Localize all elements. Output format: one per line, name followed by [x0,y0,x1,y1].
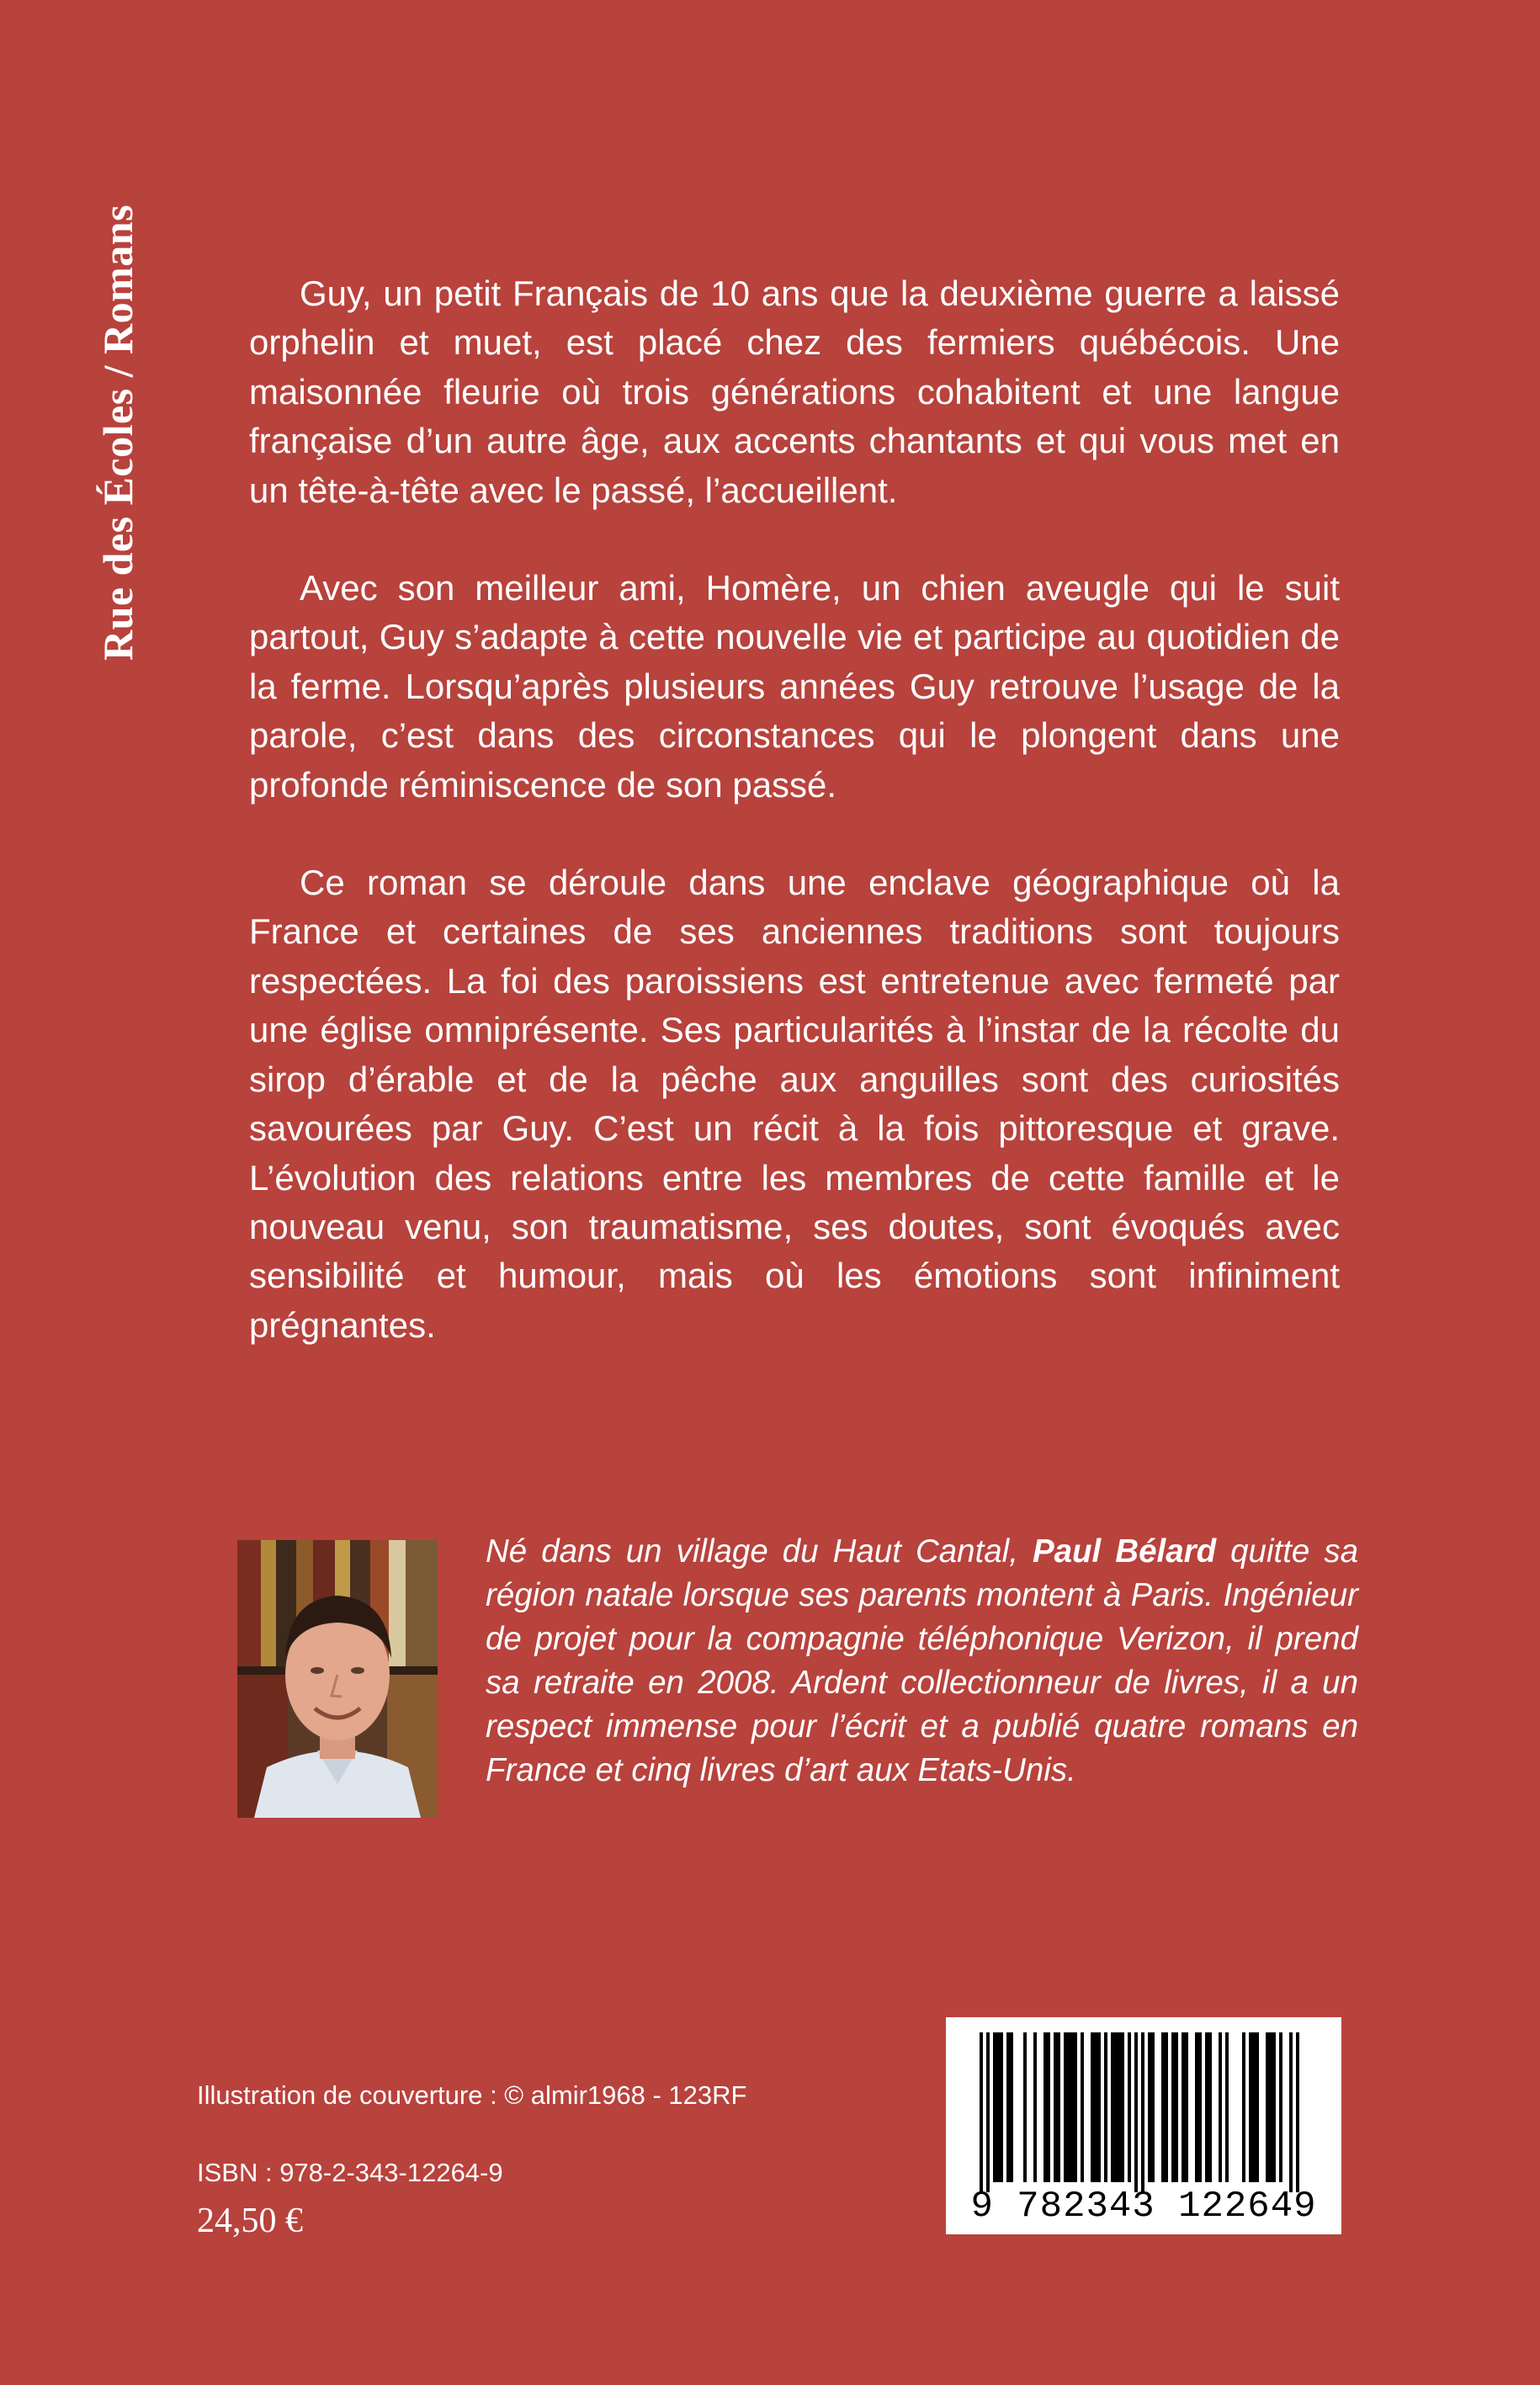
barcode-digits: 9 782343 122649 [970,2186,1317,2228]
barcode-bar [1151,2032,1155,2182]
series-title: Rue des Écoles / Romans [94,204,141,661]
barcode-bar [1121,2032,1124,2182]
barcode-bar [1064,2032,1067,2182]
barcode-bar [1175,2032,1178,2182]
barcode-bar [1272,2032,1276,2182]
barcode-bar [1198,2032,1202,2182]
illustration-credit: Illustration de couverture : © almir1968 - 123RF [197,2080,747,2110]
isbn: ISBN : 978-2-343-12264-9 [197,2158,503,2187]
barcode-bar [986,2032,990,2192]
barcode-bar [1114,2032,1118,2182]
barcode-bar [1208,2032,1212,2182]
bio-rest: quitte sa région natale lorsque ses parents montent à Paris. Ingénieur de projet pour la compagnie téléphonique Verizon, il prend sa retraite en 2008. Ardent collectionneur de livres, il a un respect immense pour l’écrit et a publié quatre romans en France et cinq livres d’art aux Etats-Unis. [486,1533,1358,1788]
barcode-bar [1067,2032,1070,2182]
barcode-bar [1269,2032,1272,2182]
author-section [237,1533,1358,1818]
barcode-bar [1023,2032,1027,2182]
barcode-bar [1057,2032,1060,2182]
book-summary [249,269,1340,1399]
barcode-bar [1054,2032,1057,2182]
author-photo [237,1540,438,1818]
barcode-bar [980,2032,983,2192]
barcode-bar [993,2032,996,2182]
author-name: Paul Bélard [1032,1533,1217,1570]
summary-paragraph-3: Ce roman se déroule dans une enclave géographique où la France et certaines de ses anciennes traditions sont toujours respectées. La foi des paroissiens est entretenue avec fermeté par une église omniprésente. Ses particularités à l’instar de la récolte du sirop d’érable et de la pêche aux anguilles sont des curiosités savourées par Guy. C’est un récit à la fois pittoresque et grave. L’évolution des relations entre les membres de cette famille et le nouveau venu, son traumatisme, ses doutes, sont évoqués avec sensibilité et humour, mais où les émotions sont infiniment prégnantes. [249,863,1340,1345]
barcode-bar [1225,2032,1229,2182]
bio-intro: Né dans un village du Haut Cantal, [486,1533,1033,1570]
barcode-bar [1134,2032,1138,2192]
barcode-bar [1010,2032,1013,2182]
barcode-bar [1111,2032,1114,2182]
barcode-bar [1000,2032,1003,2182]
barcode-bar [1094,2032,1097,2182]
barcode-bar [1074,2032,1077,2182]
barcode-bar [1118,2032,1121,2182]
barcode-bar [1171,2032,1175,2182]
summary-paragraph-2: Avec son meilleur ami, Homère, un chien aveugle qui le suit partout, Guy s’adapte à cette nouvelle vie et participe au quotidien de la ferme. Lorsqu’après plusieurs années Guy retrouve l’usage de la parole, c’est dans des circonstances qui le plongent dans une profonde réminiscence de son passé. [249,568,1340,805]
barcode-bar [1148,2032,1151,2182]
barcode-bar [1165,2032,1168,2182]
barcode-bar [1182,2032,1185,2182]
barcode-bar [1033,2032,1037,2182]
barcode-bar [1141,2032,1144,2192]
barcode-bar [1219,2032,1222,2182]
summary-paragraph-1: Guy, un petit Français de 10 ans que la deuxième guerre a laissé orphelin et muet, est placé chez des fermiers québécois. Une maisonnée fleurie où trois générations cohabitent et une langue française d’un autre âge, aux accents chantants et qui vous met en un tête-à-tête avec le passé, l’accueillent. [249,274,1340,510]
barcode-bar [1070,2032,1074,2182]
barcode-bar [996,2032,1000,2182]
barcode-bar [1195,2032,1198,2182]
barcode-bar [1279,2032,1282,2182]
barcode-bar [1081,2032,1084,2182]
barcode-bar [1289,2032,1293,2192]
barcode-bar [1252,2032,1256,2182]
barcode-bar [1256,2032,1259,2182]
barcode [946,2017,1341,2234]
barcode-bar [1043,2032,1047,2182]
price: 24,50 € [197,2202,303,2240]
barcode-bar [1161,2032,1165,2182]
barcode-bar [1185,2032,1188,2182]
author-bio [486,1530,1358,1793]
barcode-bar [1242,2032,1245,2182]
barcode-bar [1097,2032,1101,2182]
barcode-bar [1104,2032,1107,2182]
barcode-bar [1205,2032,1208,2182]
barcode-bar [1128,2032,1131,2182]
barcode-bar [1266,2032,1269,2182]
barcode-bar [1006,2032,1010,2182]
barcode-bar [1296,2032,1299,2192]
barcode-bar [1091,2032,1094,2182]
barcode-bar [1047,2032,1050,2182]
barcode-bar [1249,2032,1252,2182]
